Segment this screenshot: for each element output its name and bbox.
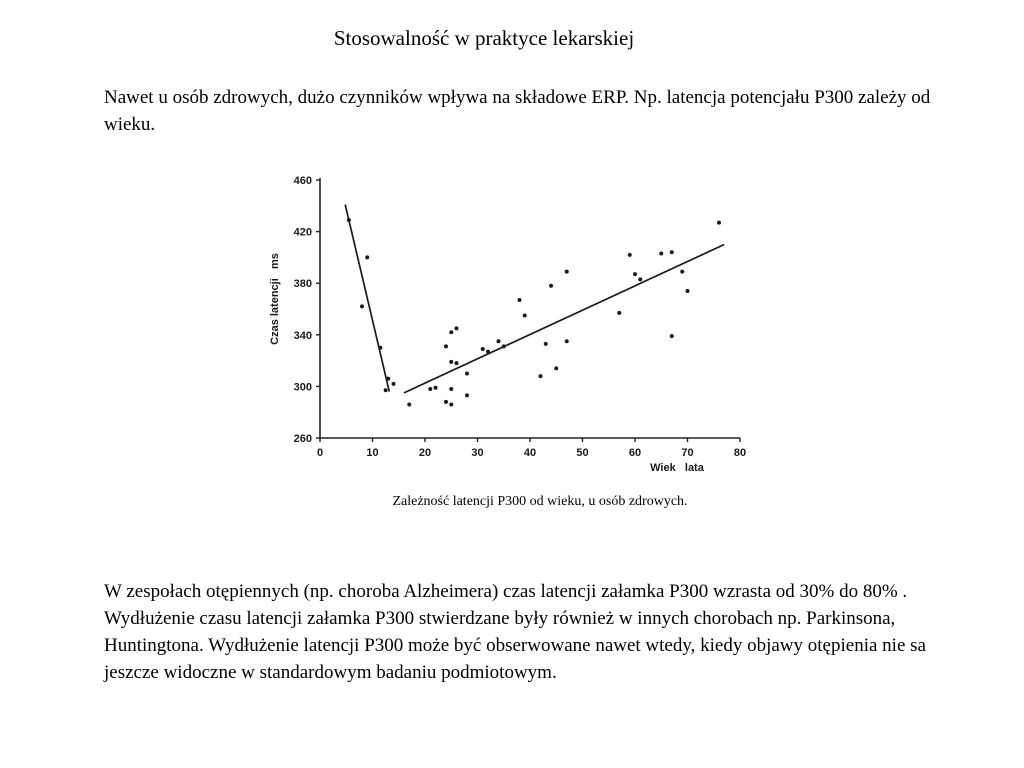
- data-point: [554, 366, 558, 370]
- data-point: [680, 270, 684, 274]
- data-point: [465, 372, 469, 376]
- data-point: [502, 344, 506, 348]
- y-tick-label: 380: [293, 278, 312, 291]
- x-tick-label: 60: [628, 447, 642, 459]
- data-point: [518, 298, 522, 302]
- y-tick-label: 300: [293, 381, 312, 394]
- data-point: [539, 374, 543, 378]
- data-point: [565, 339, 569, 343]
- data-point: [670, 334, 674, 338]
- regression-line-adult: [404, 245, 724, 393]
- x-tick-label: 20: [418, 447, 432, 459]
- data-point: [633, 272, 637, 276]
- x-tick-label: 30: [471, 447, 484, 459]
- data-point: [449, 387, 453, 391]
- x-tick-label: 0: [316, 447, 324, 459]
- data-point: [544, 342, 548, 346]
- data-point: [549, 284, 553, 288]
- data-point: [444, 400, 448, 404]
- y-tick-label: 460: [293, 175, 312, 187]
- data-point: [407, 402, 411, 406]
- data-point: [455, 326, 459, 330]
- data-point: [392, 382, 396, 386]
- data-point: [465, 393, 469, 397]
- data-point: [444, 344, 448, 348]
- data-point: [617, 311, 621, 315]
- latency-age-scatter-chart: [262, 168, 762, 480]
- data-point: [455, 361, 459, 365]
- data-point: [638, 277, 642, 281]
- data-point: [486, 350, 490, 354]
- data-point: [659, 252, 663, 256]
- data-point: [565, 270, 569, 274]
- y-tick-label: 260: [293, 433, 312, 445]
- data-point: [386, 377, 390, 381]
- data-point: [628, 253, 632, 257]
- regression-line-young: [345, 205, 389, 392]
- data-point: [428, 387, 432, 391]
- data-point: [360, 304, 364, 308]
- chart-caption: Zależność latencji P300 od wieku, u osób zdrowych.: [392, 494, 688, 509]
- x-tick-label: 10: [366, 447, 379, 459]
- y-axis-title: Czas latencji ms: [269, 253, 281, 345]
- y-tick-label: 420: [293, 226, 312, 239]
- data-point: [717, 221, 721, 225]
- data-point: [523, 313, 527, 317]
- data-point: [347, 218, 351, 222]
- x-axis-title: Wiek lata: [650, 462, 704, 474]
- data-point: [449, 330, 453, 334]
- y-tick-label: 340: [293, 329, 312, 342]
- data-point: [686, 289, 690, 293]
- data-point: [365, 255, 369, 259]
- data-point: [434, 386, 438, 390]
- data-point: [497, 339, 501, 343]
- data-point: [449, 360, 453, 364]
- outro-paragraph: W zespołach otępiennych (np. choroba Alzheimera) czas latencji załamka P300 wzrasta od 30% do 80% . Wydłużenie czasu latencji załamka P300 stwierdzane były również w innych chorobach np. Parkinsona, Huntingtona. Wydłużenie latencji P300 może być obserwowane nawet wtedy, kiedy objawy otępienia nie sa jeszcze widoczne w standardowym badaniu podmiotowym.: [104, 581, 926, 683]
- x-tick-label: 40: [523, 447, 537, 459]
- data-point: [449, 402, 453, 406]
- intro-paragraph: Nawet u osób zdrowych, dużo czynników wpływa na składowe ERP. Np. latencja potencjału P300 zależy od wieku.: [104, 87, 931, 135]
- x-tick-label: 70: [681, 447, 694, 459]
- x-tick-label: 80: [733, 447, 747, 459]
- x-tick-label: 50: [576, 447, 589, 459]
- data-point: [481, 347, 485, 351]
- slide-title: Stosowalność w praktyce lekarskiej: [333, 26, 635, 50]
- data-point: [670, 250, 674, 254]
- data-point: [384, 388, 388, 392]
- data-point: [378, 346, 382, 350]
